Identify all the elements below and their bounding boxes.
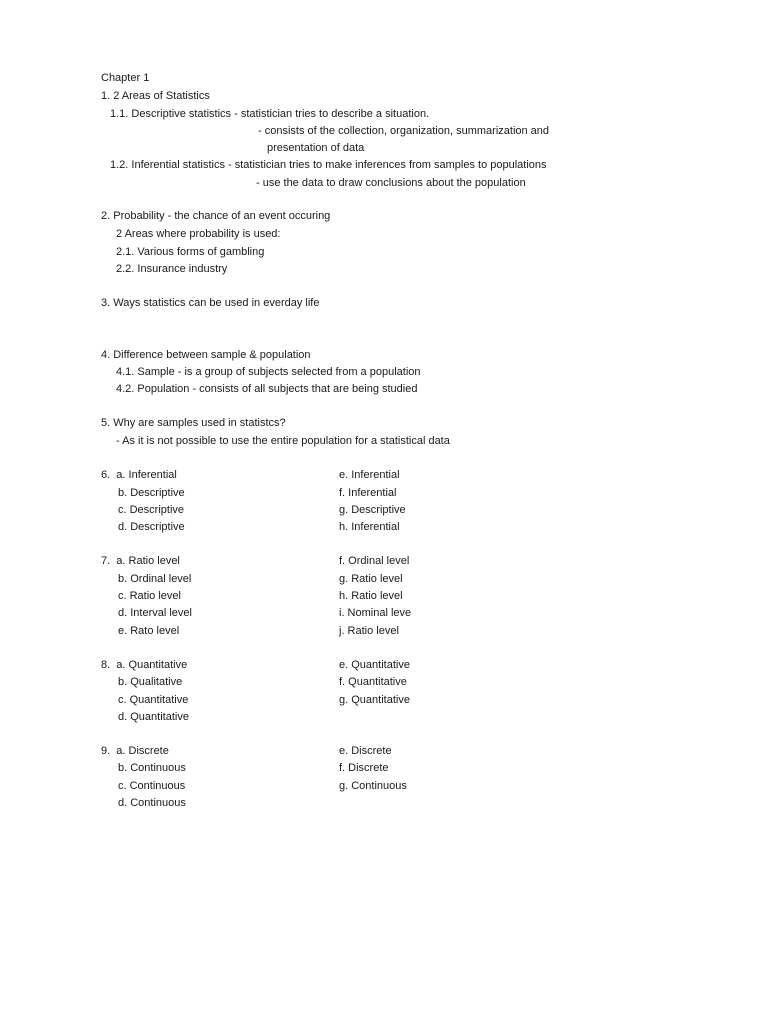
q9-answer-c: c. Continuous (118, 780, 186, 792)
q6-answer-b: b. Descriptive (118, 487, 185, 499)
q8-answer-d: d. Quantitative (118, 711, 189, 723)
chapter-title: Chapter 1 (101, 72, 150, 84)
q2-item-2-2: 2.2. Insurance industry (116, 263, 228, 275)
q3-heading: 3. Ways statistics can be used in everday life (101, 297, 320, 309)
q7-answer-i: i. Nominal leve (339, 607, 412, 619)
q5-answer: - As it is not possible to use the entire population for a statistical data (116, 435, 450, 447)
q6-answer-e: e. Inferential (339, 469, 400, 481)
q7-answer-f: f. Ordinal level (339, 555, 410, 567)
q7-answer-d: d. Interval level (118, 607, 192, 619)
q1-item-1-1-cont-1: - consists of the collection, organization, summarization and (258, 125, 550, 137)
q8-answer-a: 8. a. Quantitative (101, 659, 188, 671)
q4-heading: 4. Difference between sample & population (101, 349, 311, 361)
q8-answer-e: e. Quantitative (339, 659, 410, 671)
q1-item-1-1-cont-2: presentation of data (267, 142, 365, 154)
q6-answer-d: d. Descriptive (118, 521, 185, 533)
q9-answer-b: b. Continuous (118, 762, 186, 774)
q4-item-4-1: 4.1. Sample - is a group of subjects selected from a population (116, 366, 421, 378)
q7-answer-a: 7. a. Ratio level (101, 555, 180, 567)
q1-heading: 1. 2 Areas of Statistics (101, 90, 210, 102)
q8-answer-b: b. Qualitative (118, 676, 183, 688)
q2-subheading: 2 Areas where probability is used: (116, 228, 281, 240)
q9-answer-d: d. Continuous (118, 797, 186, 809)
q7-answer-g: g. Ratio level (339, 573, 403, 585)
q6-answer-c: c. Descriptive (118, 504, 185, 516)
q7-answer-h: h. Ratio level (339, 590, 403, 602)
q6-answer-h: h. Inferential (339, 521, 400, 533)
q5-heading: 5. Why are samples used in statistcs? (101, 417, 286, 429)
q7-answer-b: b. Ordinal level (118, 573, 192, 585)
q7-answer-e: e. Rato level (118, 625, 180, 637)
q6-answer-f: f. Inferential (339, 487, 397, 499)
q9-answer-f: f. Discrete (339, 762, 389, 774)
q9-answer-a: 9. a. Discrete (101, 745, 169, 757)
q9-answer-g: g. Continuous (339, 780, 407, 792)
q8-answer-g: g. Quantitative (339, 694, 410, 706)
q9-answer-e: e. Discrete (339, 745, 392, 757)
q6-answer-a: 6. a. Inferential (101, 469, 177, 481)
q7-answer-j: j. Ratio level (339, 625, 399, 637)
q8-answer-c: c. Quantitative (118, 694, 189, 706)
q7-answer-c: c. Ratio level (118, 590, 181, 602)
q1-item-1-2-cont-1: - use the data to draw conclusions about the population (256, 177, 526, 189)
q6-answer-g: g. Descriptive (339, 504, 406, 516)
q1-item-1-1: 1.1. Descriptive statistics - statistician tries to describe a situation. (110, 108, 430, 120)
q2-heading: 2. Probability - the chance of an event occuring (101, 210, 331, 222)
q1-item-1-2: 1.2. Inferential statistics - statistician tries to make inferences from samples to populations (110, 159, 547, 171)
q2-item-2-1: 2.1. Various forms of gambling (116, 246, 265, 258)
q8-answer-f: f. Quantitative (339, 676, 407, 688)
q4-item-4-2: 4.2. Population - consists of all subjects that are being studied (116, 383, 418, 395)
